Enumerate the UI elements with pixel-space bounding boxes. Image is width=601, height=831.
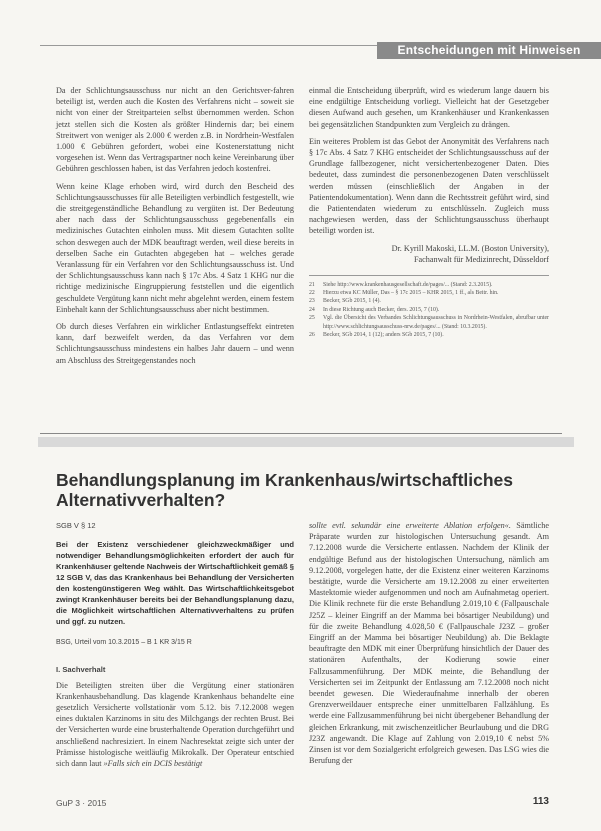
court-reference: BSG, Urteil vom 10.3.2015 – B 1 KR 3/15 R xyxy=(56,639,192,647)
paragraph: sollte evtl. sekundär eine erweiterte Ablation erfolgen«. Sämtliche Präparate wurden zur histologischen Untersuchung gesandt. Am 7.12.2008 wurde die Versicherte entlassen. Nachdem der Klinik der endgültige Befund aus der histologischen Untersuchung, nämlich am 9.12.2008, vorgelegen hatte, der die Existenz einer weiteren Karzinoms bestätigte, wurde die Versicherte am 19.12.2008 zu einer erweiterten Mastektomie wieder aufgenommen und noch am Aufnahmetag operiert. Die Klinik rechnete für die erste Behandlung 2.019,10 € (Fallpauschale J25Z – kleiner Eingriff an der Mamma bei bösartiger Neubildung) und für die zweite Behandlung 4.028,50 € (Fallpauschale J23Z – großer Eingriff an der Mamma bei bösartiger Neubildung) ab. Die Beklagte beauftragte den MDK mit einer Überprüfung hinsichtlich der Dauer des stationären Aufenthalts, der Kodierung sowie einer Fallzusammenführung. Der MDK meinte, die Behandlung der Versicherten sei im Zeitpunkt der Entlassung am 7.12.2008 noch nicht beendet gewesen. Die Wiederaufnahme innerhalb der oberen Grenzverweildauer entspreche einer unmittelbaren Fallzählung. Es werde eine Fallzusammenführung bei nicht übergebener Behandlung der gleichen Erkrankung, mit zwischenzeitlicher Beurlaubung und die DRG J23Z angewandt. Die Klage auf Zahlung von 2.019,10 € nebst 5% Zinsen ist vor dem Sozialgericht erfolgreich gewesen. Das LSG wies die Berufung der xyxy=(309,521,550,766)
footnote: 26 Becker, SGb 2014, 1 (12); anders SGb 2015, 7 (10). xyxy=(309,332,444,339)
section-divider xyxy=(40,433,562,434)
footnote: 25 Vgl. die Übersicht des Verbandes Schlichtungsausschuss in Nordrhein-Westfalen, abrufbar unter http://www.schlichtungsausschuss-nrw.de/pages/... (Stand: 10.3.2015). xyxy=(309,315,549,330)
page-number: 113 xyxy=(532,796,549,807)
subheading: I. Sachverhalt xyxy=(56,665,106,675)
law-reference: SGB V § 12 xyxy=(56,521,96,530)
headnote: Bei der Existenz verschiedener gleichzweckmäßiger und notwendiger Behandlungsmöglichkeiten erfordert der auch für Krankenhäuser geltende Nachweis der Wirtschaftlichkeit gemäß § 12 SGB V, das das Krankenhaus bei Behandlung der Versicherten den kostengünstigeren Weg wählt. Das Wirtschaftlichkeitsgebot zwingt Krankenhäuser bereits bei der Behandlungsplanung dazu, die Möglichkeit wirtschaftlichen Alternativverhaltens zu prüfen und ggf. zu nutzen. xyxy=(56,540,294,627)
footnotes xyxy=(309,281,549,340)
top-right-column xyxy=(309,85,549,339)
footnote: 23 Becker, SGb 2015, 1 (4). xyxy=(309,298,381,305)
footnote: 21 Siehe http://www.krankenhausgesellschaft.de/pages/... (Stand: 2.3.2015). xyxy=(309,281,493,288)
author-name: Dr. Kyrill Makoski, LL.M. (Boston University), xyxy=(391,243,549,253)
paragraph: Da der Schlichtungsausschuss nur nicht an den Gerichtsver-fahren beteiligt ist, werden auch die Kosten des Verfahrens nicht – soweit sie nicht von einer der Streitparteien selbst übernommen werden. Schon jetzt stellen sich die Kosten als größter Hindernis dar; bei einem Streitwert von weniger als 2.000 € werden z.B. in Nordrhein-Westfalen 1.000 € Gebühren gefordert, wobei eine Kostenerstattung nicht vorgesehen ist. Wenn das Vertragspartner noch keine Vereinbarung über Gebühren geschlossen haben, ist das Verfahren jedoch kostenfrei. xyxy=(56,86,294,174)
paragraph: Wenn keine Klage erhoben wird, wird durch den Bescheid des Schlichtungsausschusses für alle Beteiligten verbindlich festgestellt, wie die streitgegenständliche Behandlung zu vergüten ist. Der Bedeutung aber nach dass der Schlichtungsausschuss gegebenenfalls ein medizinisches Gutachten einholen muss. Mit diesem Gutachten sollte schon deswegen auch der MDK beauftragt werden, weil diese bereits in derselben Sache ein Gutachten abgegeben hat – welches gerade Veranlassung für ein Verfahren vor den Schlichtungsausschuss ist. Und der Schlichtungsausschuss kann nach § 17c Abs. 4 Satz 1 KHG nur die richtige medizinische Eingruppierung feststellen und die eigentlich geschuldete Vergütung kann nicht mehr abgelehnt werden, einem festem Einbehalt kann der Schlichtungsausschuss aber nicht bestimmen. xyxy=(56,181,294,314)
footnote-divider xyxy=(309,275,549,276)
paragraph: Ob durch dieses Verfahren ein wirklicher Entlastungseffekt eintreten kann, darf bezweifelt werden, da das Verfahren vor dem Schlichtungsausschuss mindestens ein halbes Jahr dauern – und wenn am Abschluss des Streitgegenstandes noch xyxy=(56,322,294,365)
top-left-column xyxy=(56,85,294,372)
article-headline: Behandlungsplanung im Krankenhaus/wirtschaftliches Alternativverhalten? xyxy=(56,470,514,510)
author-role: Fachanwalt für Medizinrecht, Düsseldorf xyxy=(413,254,549,264)
journal-footer: GuP 3 · 2015 xyxy=(56,798,107,808)
bottom-right-column xyxy=(309,520,549,772)
section-tab: Entscheidungen mit Hinweisen xyxy=(377,42,601,59)
footnote: 24 In diese Richtung auch Becker, ders. 2015, 7 (10). xyxy=(309,306,440,313)
paragraph: Die Beteiligten streiten über die Vergütung einer stationären Krankenhausbehandlung. Das klagende Krankenhaus behandelte eine gesetzlich Versicherte vollstationär vom 5.12. bis 7.12.2008 wegen eines duktalen Karzinoms in situ des Milchgangs der rechten Brust. Bei der Versicherten wurde eine brusterhaltende Operation durchgeführt und anschließend nachresiziert. In einem Nachresektat zeigte sich unter der Prämisse histologische weitläufig Mikrokalk. Der Operateur entschied sich dann laut »Falls sich ein DCIS bestätigt xyxy=(56,680,294,769)
footnote: 22 Hierzu etwa KC Müller, Das – § 17c 2015 – KHR 2015, 1 ff., als Beitr. hin. xyxy=(309,290,499,297)
author-signature xyxy=(309,243,549,265)
paragraph: Ein weiteres Problem ist das Gebot der Anonymität des Verfahrens nach § 17c Abs. 4 Satz 7 KHG entscheidet der Schlichtungsausschuss auf der Grundlage fallbezogener, nicht versichertenbezogener Daten. Dies bedeutet, dass zumindest die personenbezogenen Daten verschlüsselt werden müssen (einschließlich der Angaben in der Patientendokumentation). Wenn dann die Rechtsstreit geführt wird, sind die Patientendaten wiederum zu entschlüsseln. Zugleich muss nachgewiesen werden, dass der Schlichtungsausschuss überhaupt beteiligt worden ist. xyxy=(309,136,549,236)
section-band xyxy=(38,437,574,447)
bottom-left-column xyxy=(56,520,294,775)
paragraph: einmal die Entscheidung überprüft, wird es wiederum lange dauern bis eine endgültige Entscheidung vorliegt. Vielleicht hat der Gesetzgeber diesen Aufwand auch gesehen, um Krankenhäuser und Krankenkassen bei gegensätzlichen Standpunkten zum Vergleich zu drängen. xyxy=(309,86,549,129)
